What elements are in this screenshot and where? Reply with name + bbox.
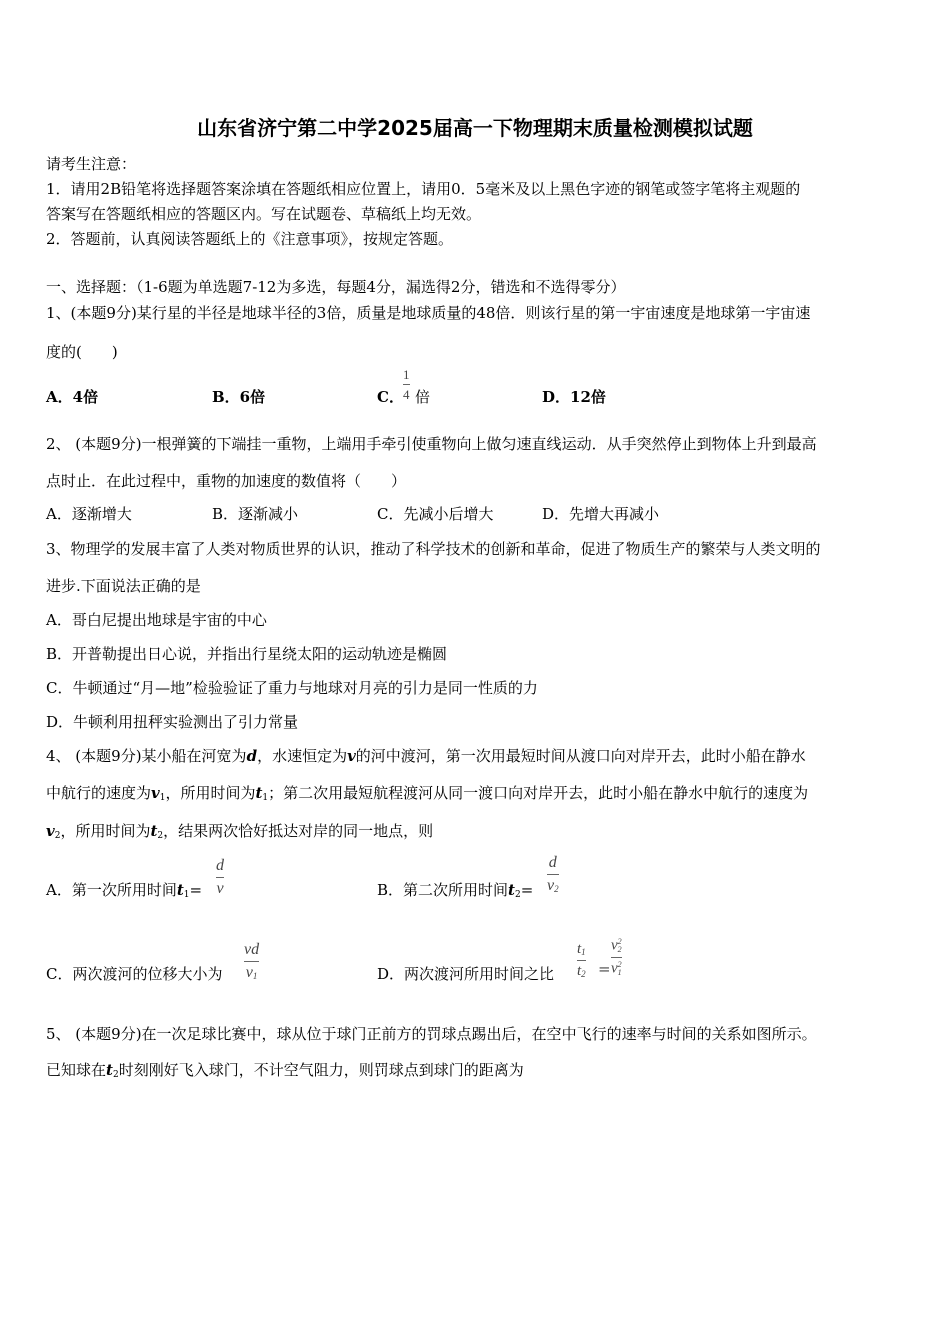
q1-option-c-label: C． — [377, 388, 404, 406]
q2-stem-line-1: 2、 (本题9分)一根弹簧的下端挂一重物，上端用手牵引使重物向上做匀速直线运动．从手突然停止到物体上升到最高 — [46, 435, 817, 453]
q4-option-b: B．第二次所用时间$t_2=$ — [377, 881, 534, 900]
q1-stem-line-1: 1、(本题9分)某行星的半径是地球半径的3倍，质量是地球质量的48倍．则该行星的第一宇宙速度是地球第一宇宙速 — [46, 304, 811, 322]
q1-option-a: A．4倍 — [46, 388, 99, 406]
q5-stem-line-2: 已知球在$t_2$时刻刚好飞入球门，不计空气阻力，则罚球点到球门的距离为 — [46, 1061, 524, 1080]
q4-option-d-fraction-right: v 2 2 v 2 1 — [611, 937, 622, 977]
q4-stem-line-1: 4、 (本题9分)某小船在河宽为d，水速恒定为v的河中渡河，第一次用最短时间从渡口向对岸开去，此时小船在静水 — [46, 747, 806, 765]
q3-option-c: C．牛顿通过“月—地”检验验证了重力与地球对月亮的引力是同一性质的力 — [46, 679, 538, 697]
q5-stem-line-1: 5、 (本题9分)在一次足球比赛中，球从位于球门正前方的罚球点踢出后，在空中飞行的速率与时间的关系如图所示。 — [46, 1025, 817, 1043]
q2-option-a: A．逐渐增大 — [46, 505, 132, 523]
q4-stem-line-2: 中航行的速度为$v_1$，所用时间为$t_1$；第二次用最短航程渡河从同一渡口向对岸开去，此时小船在静水中航行的速度为 — [46, 784, 809, 803]
q3-stem-line-2: 进步.下面说法正确的是 — [46, 577, 201, 595]
q1-stem-line-2: 度的( ) — [46, 343, 118, 361]
notice-heading: 请考生注意： — [46, 155, 137, 173]
q4-option-c: C．两次渡河的位移大小为 — [46, 965, 223, 983]
q3-option-a: A．哥白尼提出地球是宇宙的中心 — [46, 611, 267, 629]
fraction-bar — [216, 877, 224, 878]
q4-option-a: A．第一次所用时间$t_1=$ — [46, 881, 203, 900]
q2-option-d: D．先增大再减小 — [542, 505, 660, 523]
q1-option-c-suffix: 倍 — [415, 388, 431, 406]
q3-option-d: D．牛顿利用扭秤实验测出了引力常量 — [46, 713, 299, 731]
q3-option-b: B．开普勒提出日心说，并指出行星绕太阳的运动轨迹是椭圆 — [46, 645, 448, 663]
q4-option-d-fraction-left: $t_1$ $t_2$ — [577, 941, 586, 979]
section-heading: 一、选择题：（1-6题为单选题7-12为多选，每题4分，漏选得2分，错选和不选得零分） — [46, 278, 626, 296]
q1-option-d: D．12倍 — [542, 388, 606, 406]
q4-option-d-equals: = — [598, 960, 611, 978]
q1-option-c-denominator: 4 — [403, 387, 410, 402]
q1-option-b: B．6倍 — [212, 388, 266, 406]
notice-item-1-line-1: 1．请用2B铅笔将选择题答案涂填在答题纸相应位置上，请用0．5毫米及以上黑色字迹的钢笔或签字笔将主观题的 — [46, 180, 801, 198]
fraction-bar — [611, 957, 622, 958]
q4-option-a-fraction: d v — [216, 857, 224, 897]
notice-item-1-line-2: 答案写在答题纸相应的答题区内。写在试题卷、草稿纸上均无效。 — [46, 205, 482, 223]
page-title: 山东省济宁第二中学2025届高一下物理期末质量检测模拟试题 — [197, 116, 753, 140]
fraction-bar — [403, 384, 410, 385]
q3-stem-line-1: 3、物理学的发展丰富了人类对物质世界的认识，推动了科学技术的创新和革命，促进了物质生产的繁荣与人类文明的 — [46, 540, 821, 558]
fraction-bar — [244, 961, 259, 962]
q4-stem-line-3: $v_2$，所用时间为$t_2$，结果两次恰好抵达对岸的同一地点，则 — [46, 822, 434, 841]
q1-option-c-numerator: 1 — [403, 367, 410, 382]
q2-stem-line-2: 点时止．在此过程中，重物的加速度的数值将（ ） — [46, 472, 407, 490]
fraction-bar — [577, 960, 586, 961]
q2-option-b: B．逐渐减小 — [212, 505, 299, 523]
fraction-bar — [547, 874, 559, 875]
q1-option-c-fraction — [403, 368, 410, 401]
q4-option-d: D．两次渡河所用时间之比 — [377, 965, 555, 983]
q2-option-c: C．先减小后增大 — [377, 505, 494, 523]
q4-option-c-fraction: vd $v_1$ — [244, 941, 260, 981]
q4-option-b-fraction: d $v_2$ — [547, 854, 559, 894]
notice-item-2: 2．答题前，认真阅读答题纸上的《注意事项》，按规定答题。 — [46, 230, 454, 248]
